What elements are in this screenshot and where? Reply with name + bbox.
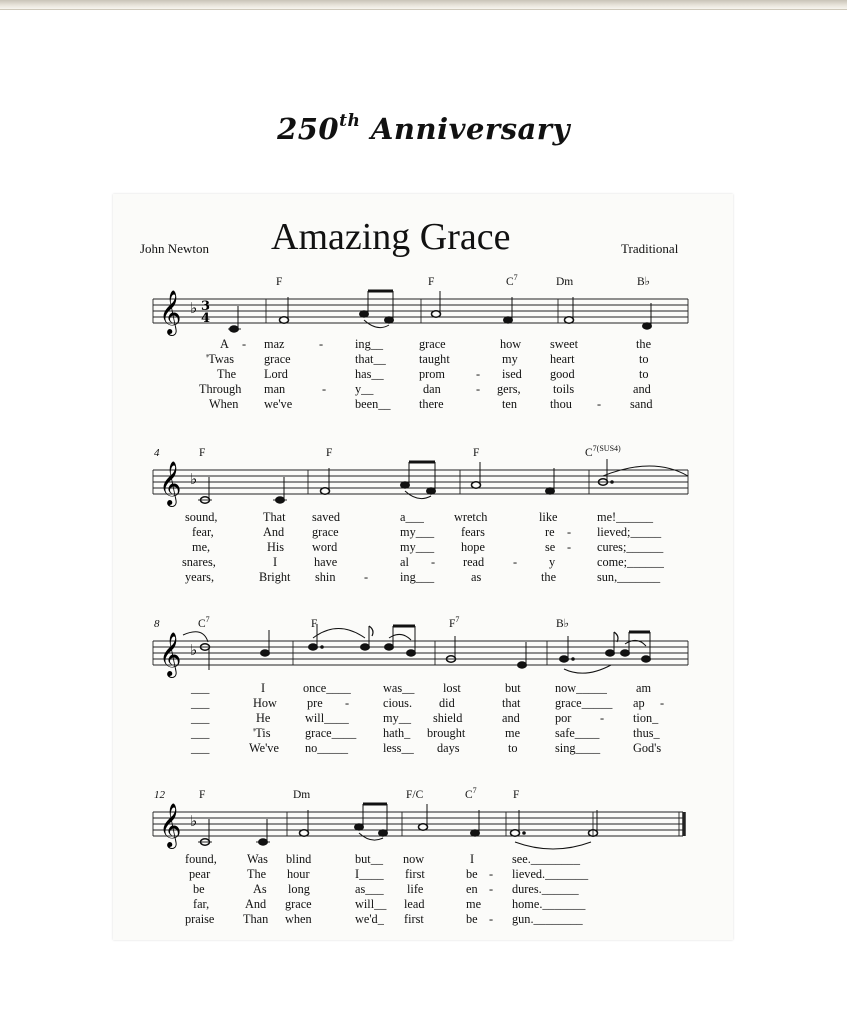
svg-text:gun.________: gun.________: [512, 912, 583, 926]
svg-text:toils: toils: [553, 382, 575, 396]
svg-text:___: ___: [191, 681, 210, 695]
notes: [198, 459, 688, 503]
chord-label: $F^7$: [449, 615, 460, 630]
svg-text:my___: my___: [400, 525, 435, 539]
svg-text:grace: grace: [419, 337, 446, 351]
svg-text:man: man: [264, 382, 286, 396]
svg-text:did: did: [439, 696, 455, 710]
svg-text:That: That: [263, 510, 286, 524]
svg-text:my___: my___: [400, 540, 435, 554]
lyrics: [199, 337, 653, 411]
svg-text:And: And: [263, 525, 285, 539]
svg-text:When: When: [209, 397, 239, 411]
svg-text:en: en: [466, 882, 478, 896]
chord-label: $C^7$: [506, 273, 518, 288]
svg-text:___: ___: [191, 741, 210, 755]
svg-text:me: me: [505, 726, 521, 740]
svg-text:fear,: fear,: [192, 525, 214, 539]
treble-clef-icon: 𝄞: [159, 803, 182, 847]
svg-text:hath_: hath_: [383, 726, 411, 740]
svg-text:lead: lead: [404, 897, 425, 911]
svg-text:We've: We've: [249, 741, 279, 755]
page-title: 250th Anniversary: [277, 111, 570, 146]
svg-text:Bright: Bright: [259, 570, 291, 584]
chord-label: Dm: [293, 789, 311, 801]
svg-text:-: -: [597, 397, 602, 411]
song-title: Amazing Grace: [271, 216, 511, 258]
svg-text:___: ___: [191, 726, 210, 740]
svg-text:and: and: [502, 711, 520, 725]
svg-text:-: -: [489, 882, 494, 896]
svg-text:Through: Through: [199, 382, 242, 396]
flat-icon: ♭: [190, 812, 198, 830]
svg-text:brought: brought: [427, 726, 466, 740]
svg-text:read: read: [463, 555, 485, 569]
svg-text:heart: heart: [550, 352, 575, 366]
svg-text:hope: hope: [461, 540, 485, 554]
svg-text:be: be: [466, 867, 478, 881]
svg-text:lieved._______: lieved._______: [512, 867, 589, 881]
measure-number: 12: [154, 789, 165, 801]
svg-text:-: -: [600, 711, 605, 725]
svg-text:thus_: thus_: [633, 726, 660, 740]
svg-text:will__: will__: [355, 897, 387, 911]
notes: [198, 804, 598, 849]
svg-text:maz: maz: [264, 337, 285, 351]
svg-text:-: -: [242, 337, 247, 351]
svg-text:sing____: sing____: [555, 741, 601, 755]
treble-clef-icon: 𝄞: [159, 461, 182, 505]
treble-clef-icon: 𝄞: [159, 290, 182, 334]
svg-text:-: -: [476, 382, 481, 396]
svg-text:thou: thou: [550, 397, 572, 411]
svg-text:me: me: [466, 897, 482, 911]
treble-clef-icon: 𝄞: [159, 632, 182, 676]
svg-text:And: And: [245, 897, 267, 911]
svg-text:prom: prom: [419, 367, 445, 381]
svg-text:lost: lost: [443, 681, 461, 695]
svg-text:The: The: [247, 867, 267, 881]
svg-text:sound,: sound,: [185, 510, 218, 524]
svg-text:hour: hour: [287, 867, 310, 881]
sheet-music-image: [113, 194, 733, 940]
svg-text:wretch: wretch: [454, 510, 488, 524]
svg-text:that__: that__: [355, 352, 386, 366]
system-3: [153, 615, 688, 755]
svg-text:the: the: [636, 337, 652, 351]
svg-text:grace____: grace____: [305, 726, 357, 740]
svg-text:-: -: [322, 382, 327, 396]
svg-text:as: as: [471, 570, 482, 584]
flat-icon: ♭: [190, 470, 198, 488]
svg-text:-: -: [345, 696, 350, 710]
svg-text:cures;______: cures;______: [597, 540, 664, 554]
svg-text:lieved;_____: lieved;_____: [597, 525, 662, 539]
svg-text:safe____: safe____: [555, 726, 600, 740]
svg-text:taught: taught: [419, 352, 450, 366]
svg-text:shin: shin: [315, 570, 336, 584]
chord-label: $C^{7(SUS4)}$: [585, 444, 621, 459]
svg-text:life: life: [407, 882, 424, 896]
window-top-bar: [0, 0, 847, 10]
svg-text:ing__: ing__: [355, 337, 384, 351]
svg-text:y: y: [549, 555, 556, 569]
svg-text:as___: as___: [355, 882, 384, 896]
svg-text:Lord: Lord: [264, 367, 288, 381]
svg-text:God's: God's: [633, 741, 662, 755]
svg-text:tion_: tion_: [633, 711, 659, 725]
chord-label: F/C: [406, 789, 424, 801]
notes: [183, 624, 651, 673]
svg-text:Than: Than: [243, 912, 269, 926]
flat-icon: ♭: [190, 641, 198, 659]
chord-label: B♭: [637, 276, 651, 288]
svg-text:shield: shield: [433, 711, 463, 725]
chord-label: Dm: [556, 276, 574, 288]
svg-text:blind: blind: [286, 852, 312, 866]
svg-text:will____: will____: [305, 711, 349, 725]
composer-label: Traditional: [621, 241, 679, 256]
svg-text:snares,: snares,: [182, 555, 216, 569]
svg-text:has__: has__: [355, 367, 384, 381]
chord-label: F: [473, 447, 480, 459]
chord-label: F: [311, 618, 318, 630]
svg-text:I____: I____: [355, 867, 384, 881]
lyrics: [182, 510, 665, 584]
svg-text:long: long: [288, 882, 310, 896]
svg-text:a___: a___: [400, 510, 424, 524]
svg-text:we'd_: we'd_: [355, 912, 384, 926]
svg-text:al: al: [400, 555, 409, 569]
svg-text:-: -: [364, 570, 369, 584]
svg-text:sand: sand: [630, 397, 653, 411]
svg-text:-: -: [319, 337, 324, 351]
sheet-music-svg: [113, 194, 733, 940]
chord-label: F: [199, 789, 206, 801]
chord-label: F: [326, 447, 333, 459]
svg-text:be: be: [193, 882, 205, 896]
measure-number: 4: [154, 447, 160, 459]
svg-text:come;______: come;______: [597, 555, 664, 569]
svg-text:-: -: [567, 525, 572, 539]
svg-text:pear: pear: [189, 867, 211, 881]
svg-text:ing___: ing___: [400, 570, 435, 584]
svg-text:was__: was__: [383, 681, 415, 695]
svg-text:saved: saved: [312, 510, 340, 524]
system-4: [153, 786, 684, 926]
svg-text:but: but: [505, 681, 521, 695]
system-2: [153, 444, 688, 584]
svg-text:-: -: [660, 696, 665, 710]
svg-text:and: and: [633, 382, 651, 396]
svg-text:cious.: cious.: [383, 696, 413, 710]
svg-text:grace: grace: [264, 352, 291, 366]
notes: [228, 291, 652, 332]
svg-text:when: when: [285, 912, 312, 926]
svg-text:He: He: [256, 711, 271, 725]
lyricist-label: John Newton: [140, 241, 209, 256]
svg-text:grace: grace: [285, 897, 312, 911]
svg-text:-: -: [489, 867, 494, 881]
svg-text:I: I: [273, 555, 278, 569]
svg-text:days: days: [437, 741, 460, 755]
flat-icon: ♭: [190, 299, 198, 317]
staff: [153, 299, 688, 323]
svg-text:I: I: [470, 852, 475, 866]
svg-text:first: first: [404, 912, 424, 926]
svg-text:The: The: [217, 367, 237, 381]
svg-text:se: se: [545, 540, 556, 554]
svg-text:home._______: home._______: [512, 897, 586, 911]
svg-text:have: have: [314, 555, 338, 569]
svg-text:be: be: [466, 912, 478, 926]
staff: [153, 812, 684, 836]
svg-text:now: now: [403, 852, 425, 866]
svg-text:sweet: sweet: [550, 337, 578, 351]
system-1: [153, 273, 688, 411]
svg-text:see.________: see.________: [512, 852, 580, 866]
svg-text:How: How: [253, 696, 277, 710]
svg-text:me!______: me!______: [597, 510, 654, 524]
svg-text:I: I: [261, 681, 266, 695]
svg-text:A: A: [220, 337, 229, 351]
svg-text:gers,: gers,: [497, 382, 521, 396]
svg-text:far,: far,: [193, 897, 210, 911]
svg-text:dures.______: dures.______: [512, 882, 579, 896]
svg-text:'Tis: 'Tis: [253, 726, 271, 740]
svg-text:how: how: [500, 337, 522, 351]
svg-text:like: like: [539, 510, 558, 524]
lyrics: [190, 681, 664, 755]
svg-text:-: -: [476, 367, 481, 381]
svg-text:sun,_______: sun,_______: [597, 570, 661, 584]
svg-text:Was: Was: [247, 852, 268, 866]
svg-text:word: word: [312, 540, 338, 554]
svg-text:once____: once____: [303, 681, 351, 695]
svg-text:been__: been__: [355, 397, 391, 411]
chord-label: F: [276, 276, 283, 288]
svg-text:to: to: [639, 367, 649, 381]
chord-label: F: [199, 447, 206, 459]
svg-text:re: re: [545, 525, 555, 539]
svg-text:___: ___: [191, 696, 210, 710]
svg-text:less__: less__: [383, 741, 414, 755]
svg-text:___: ___: [191, 711, 210, 725]
svg-text:there: there: [419, 397, 444, 411]
lyrics: [185, 852, 589, 926]
chord-label: B♭: [556, 618, 570, 630]
svg-text:no_____: no_____: [305, 741, 349, 755]
measure-number: 8: [154, 618, 160, 630]
svg-text:ten: ten: [502, 397, 518, 411]
svg-text:good: good: [550, 367, 575, 381]
svg-text:grace_____: grace_____: [555, 696, 613, 710]
svg-text:we've: we've: [264, 397, 293, 411]
svg-text:dan: dan: [423, 382, 441, 396]
svg-text:ised: ised: [502, 367, 522, 381]
svg-text:-: -: [513, 555, 518, 569]
chord-label: F: [513, 789, 520, 801]
svg-text:am: am: [636, 681, 652, 695]
svg-text:As: As: [253, 882, 267, 896]
svg-text:found,: found,: [185, 852, 217, 866]
svg-text:y__: y__: [355, 382, 374, 396]
svg-text:first: first: [405, 867, 425, 881]
svg-text:-: -: [489, 912, 494, 926]
svg-text:my: my: [502, 352, 518, 366]
svg-text:to: to: [508, 741, 518, 755]
chord-label: $C^7$: [198, 615, 210, 630]
time-signature: 3: [201, 299, 211, 314]
svg-text:years,: years,: [185, 570, 215, 584]
svg-text:that: that: [502, 696, 521, 710]
svg-text:praise: praise: [185, 912, 215, 926]
svg-text:ap: ap: [633, 696, 645, 710]
chord-label: F: [428, 276, 435, 288]
svg-text:the: the: [541, 570, 557, 584]
svg-text:grace: grace: [312, 525, 339, 539]
svg-text:my__: my__: [383, 711, 412, 725]
svg-text:to: to: [639, 352, 649, 366]
svg-text:-: -: [567, 540, 572, 554]
svg-text:His: His: [267, 540, 285, 554]
svg-text:pre: pre: [307, 696, 323, 710]
svg-text:por: por: [555, 711, 572, 725]
svg-text:me,: me,: [192, 540, 211, 554]
svg-text:'Twas: 'Twas: [206, 352, 234, 366]
svg-text:but__: but__: [355, 852, 384, 866]
svg-text:now_____: now_____: [555, 681, 607, 695]
time-signature: 4: [201, 311, 211, 326]
chord-label: $C^7$: [465, 786, 477, 801]
svg-text:fears: fears: [461, 525, 485, 539]
svg-text:-: -: [431, 555, 436, 569]
